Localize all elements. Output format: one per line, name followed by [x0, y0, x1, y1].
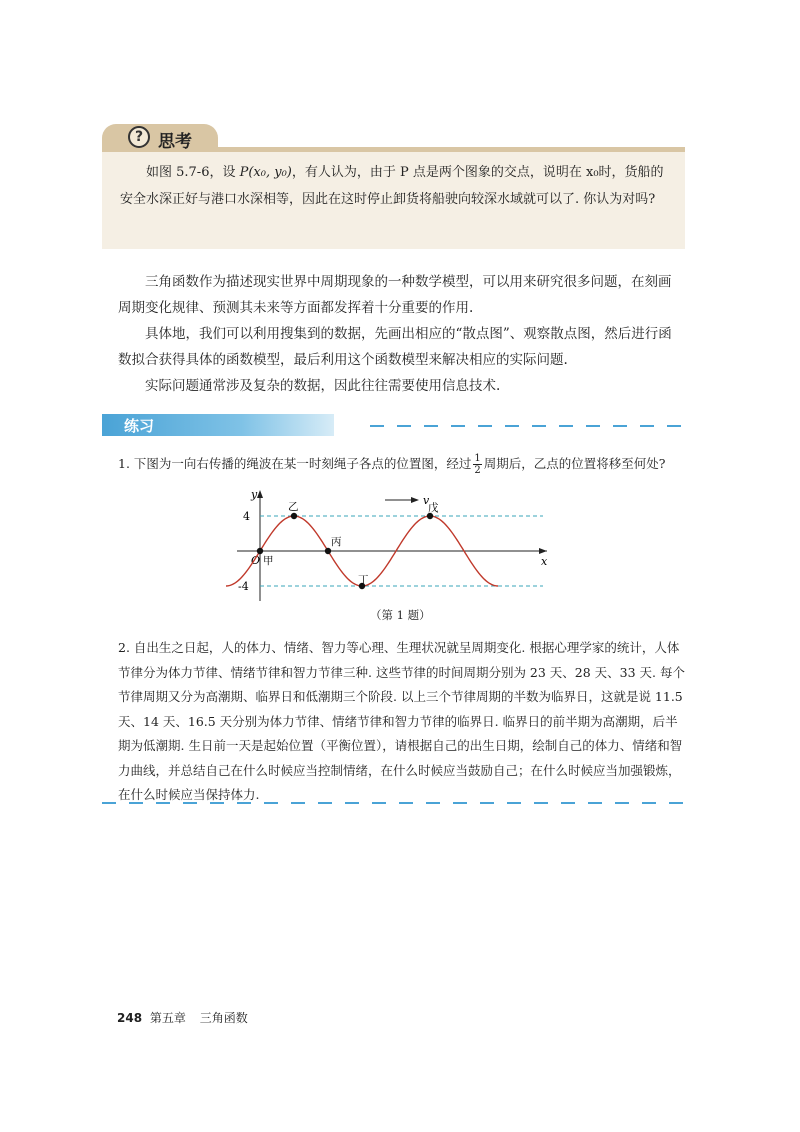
- exercise-tab: [102, 414, 334, 436]
- y-axis-label: y: [251, 488, 258, 501]
- y-axis-arrow: [257, 490, 263, 498]
- exercise-title: 练习: [124, 417, 155, 435]
- velocity-arrowhead: [411, 497, 419, 503]
- x-axis-arrow: [539, 548, 547, 554]
- wave-figure: [225, 486, 555, 606]
- chapter-title: 三角函数: [199, 1011, 248, 1025]
- point-甲: [257, 548, 263, 554]
- chapter-number: 第五章: [149, 1011, 186, 1025]
- exercise-top-dashes: [370, 425, 685, 427]
- point-label: 戊: [428, 502, 439, 514]
- paragraph: 实际问题通常涉及复杂的数据，因此往往需要使用信息技术.: [145, 378, 501, 394]
- ytick-top: 4: [243, 510, 250, 523]
- point-丙: [325, 548, 331, 554]
- figure-caption: （第 1 题）: [370, 608, 431, 622]
- point-label: 乙: [288, 501, 299, 513]
- question-circle-icon: ?: [128, 126, 150, 148]
- point-label: 丙: [331, 536, 342, 548]
- point-label: 丁: [358, 574, 369, 586]
- point-label: 甲: [263, 555, 274, 567]
- origin-label: O: [251, 554, 261, 567]
- point-乙: [291, 513, 297, 519]
- paragraph: 具体地，我们可以利用搜集到的数据，先画出相应的“散点图”、观察散点图，然后进行函数拟合获得具体的函数模型，最后利用这个函数模型来解决相应的实际问题.: [118, 326, 672, 368]
- think-box-body: [102, 152, 685, 249]
- question-2: [118, 636, 686, 808]
- think-tab: [102, 124, 218, 152]
- velocity-label: v: [423, 494, 430, 507]
- page-number: 248: [117, 1011, 143, 1025]
- think-title: 思考: [158, 132, 192, 152]
- paragraph: 三角函数作为描述现实世界中周期现象的一种数学模型，可以用来研究很多问题，在刻画周期变化规律、预测其未来等方面都发挥着十分重要的作用.: [118, 274, 672, 316]
- question-1: 1. 下图为一向右传播的绳波在某一时刻绳子各点的位置图，经过 $\frac{1}{2}$ 周期后，乙点的位置将移至何处?: [118, 453, 666, 476]
- page-footer: [117, 1009, 248, 1026]
- x-axis-label: x: [541, 555, 548, 568]
- main-text: [118, 269, 684, 399]
- exercise-header: [102, 414, 685, 436]
- ytick-bottom: -4: [238, 580, 249, 593]
- think-text: 如图 5.7-6，设 P(x₀, y₀)，有人认为，由于 P 点是两个图象的交点，说明在 x₀时，货船的安全水深正好与港口水深相等，因此在这时停止卸货将船驶向较深水域就可以了. 你认为对吗?: [120, 165, 664, 207]
- fraction: $\frac{1}{2}$: [474, 453, 481, 476]
- exercise-bottom-dashes: [102, 802, 685, 804]
- think-box-header: [102, 124, 685, 152]
- question-2-text: 2. 自出生之日起，人的体力、情绪、智力等心理、生理状况就呈周期变化. 根据心理学家的统计，人体节律分为体力节律、情绪节律和智力节律三种. 这些节律的时间周期分别为 23 天、28 天、33 天. 每个节律周期又分为高潮期、临界日和低潮期三个阶段. 以上三个节律周期的半数为临界日，这就是说 11.5 天、14 天、16.5 天分别为体力节律、情绪节律和智力节律的临界日. 临界日的前半期为高潮期，后半期为低潮期. 生日前一天是起始位置（平衡位置），请根据自己的出生日期，绘制自己的体力、情绪和智力曲线，并总结自己在什么时候应当控制情绪，在什么时候应当鼓励自己；在什么时候应当加强锻炼，在什么时候应当保持体力.: [118, 640, 686, 802]
